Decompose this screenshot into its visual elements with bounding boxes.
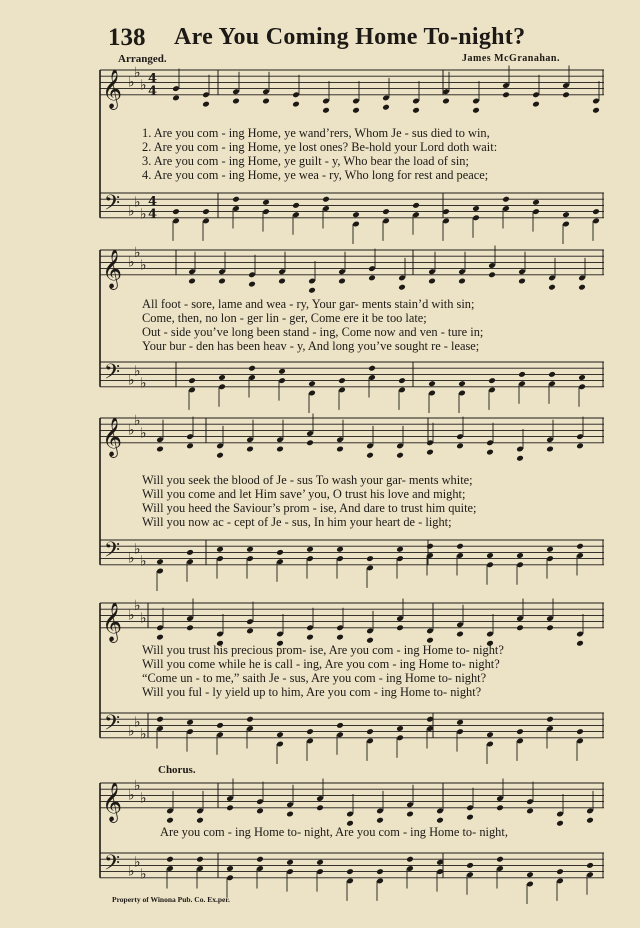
note-head (218, 374, 226, 381)
verse3-line3: Will you heed the Saviour’s prom - ise, And dare to trust him quite; (142, 501, 477, 515)
note-head (308, 380, 316, 387)
treble-clef-icon: 𝄞 (102, 781, 123, 822)
note-head (166, 856, 174, 863)
note-head (576, 543, 584, 550)
verse3-line4: “Come un - to me,” saith Je - sus, Are you com - ing Home to- night? (142, 671, 487, 685)
note-head (306, 728, 314, 735)
note-head (338, 377, 346, 384)
flat-sign-icon: ♭ (140, 425, 147, 442)
treble-clef-icon: 𝄞 (102, 416, 123, 457)
note-head (226, 804, 234, 811)
treble-clef-icon: 𝄞 (102, 248, 123, 289)
note-head (382, 104, 390, 111)
note-head (316, 804, 324, 811)
note-head (196, 856, 204, 863)
note-head (336, 446, 344, 453)
chorus-line: Are you com - ing Home to- night, Are you com - ing Home to- night, (160, 825, 508, 839)
copyright-footer: Property of Winona Pub. Co. Ex.per. (112, 895, 230, 904)
note-head (166, 817, 174, 824)
note-head (526, 871, 534, 878)
note-head (578, 374, 586, 381)
note-head (256, 808, 264, 815)
note-head (306, 439, 314, 446)
note-head (406, 811, 414, 818)
note-head (172, 95, 180, 102)
note-head (306, 546, 314, 553)
note-head (368, 365, 376, 372)
time-signature-top: 4 (148, 71, 158, 87)
verse2-line2: Come, then, no lon - ger lin - ger, Come ere it be too late; (142, 311, 427, 325)
note-head (518, 371, 526, 378)
verse2-line3: Will you come and let Him save’ you, O trust his love and might; (142, 487, 466, 501)
verse1-line3: Will you seek the blood of Je - sus To wash your gar- ments white; (142, 473, 473, 487)
note-head (502, 91, 510, 98)
flat-sign-icon: ♭ (140, 790, 147, 807)
note-head (466, 814, 474, 821)
note-head (406, 856, 414, 863)
note-head (352, 211, 360, 218)
note-head (292, 101, 300, 108)
note-head (516, 624, 524, 631)
note-head (546, 446, 554, 453)
note-head (486, 552, 494, 559)
note-head (286, 859, 294, 866)
note-head (276, 446, 284, 453)
note-head (172, 208, 180, 215)
verse4-line3: Will you now ac - cept of Je - sus, In him your heart de - light; (142, 515, 452, 529)
note-head (486, 731, 494, 738)
note-head (396, 624, 404, 631)
note-head (592, 107, 600, 114)
note-head (156, 716, 164, 723)
note-head (496, 856, 504, 863)
note-head (336, 634, 344, 641)
verse3-line1: 3. Are you com - ing Home, ye guilt - y, Who bear the load of sin; (142, 154, 469, 168)
flat-sign-icon: ♭ (134, 65, 141, 82)
flat-sign-icon: ♭ (128, 74, 135, 91)
note-head (458, 380, 466, 387)
note-head (188, 278, 196, 285)
flat-sign-icon: ♭ (134, 363, 141, 380)
note-head (316, 859, 324, 866)
flat-sign-icon: ♭ (128, 372, 135, 389)
note-head (322, 196, 330, 203)
note-head (488, 271, 496, 278)
note-head (546, 716, 554, 723)
flat-sign-icon: ♭ (140, 553, 147, 570)
note-head (366, 728, 374, 735)
note-head (396, 452, 404, 459)
note-head (308, 287, 316, 294)
note-head (246, 716, 254, 723)
flat-sign-icon: ♭ (134, 413, 141, 430)
note-head (202, 208, 210, 215)
bass-clef-icon: 𝄢 (104, 190, 121, 220)
note-head (496, 804, 504, 811)
note-head (186, 624, 194, 631)
bass-clef-icon: 𝄢 (104, 537, 121, 567)
note-head (382, 208, 390, 215)
note-head (458, 278, 466, 285)
verse1-line2: All foot - sore, lame and wea - ry, Your gar- ments stain’d with sin; (142, 297, 475, 311)
note-head (156, 634, 164, 641)
note-head (456, 543, 464, 550)
note-head (586, 817, 594, 824)
flat-sign-icon: ♭ (134, 598, 141, 615)
note-head (226, 865, 234, 872)
note-head (186, 719, 194, 726)
verse1-line4: Will you trust his precious prom- ise, Are you com - ing Home to- night? (142, 643, 504, 657)
note-head (346, 868, 354, 875)
note-head (292, 202, 300, 209)
hymn-title: Are You Coming Home To-night? (174, 24, 526, 50)
note-head (516, 552, 524, 559)
note-head (428, 380, 436, 387)
note-head (546, 624, 554, 631)
note-head (488, 377, 496, 384)
note-head (576, 443, 584, 450)
hymn-number: 138 (108, 24, 146, 51)
note-head (396, 725, 404, 732)
note-head (546, 546, 554, 553)
note-head (398, 377, 406, 384)
note-head (486, 449, 494, 456)
time-signature-bottom: 4 (148, 83, 158, 99)
note-head (338, 278, 346, 285)
composer-credit: James McGranahan. (462, 53, 560, 64)
note-head (592, 208, 600, 215)
note-head (336, 722, 344, 729)
note-head (262, 98, 270, 105)
verse4-line1: 4. Are you com - ing Home, ye wea - ry, Who long for rest and peace; (142, 168, 489, 182)
note-head (248, 281, 256, 288)
note-head (366, 452, 374, 459)
note-head (396, 546, 404, 553)
time-signature-bottom: 4 (148, 206, 158, 222)
note-head (562, 91, 570, 98)
note-head (216, 452, 224, 459)
verse1-line1: 1. Are you com - ing Home, ye wand’rers, Whom Je - sus died to win, (142, 126, 490, 140)
note-head (456, 719, 464, 726)
note-head (276, 549, 284, 556)
flat-sign-icon: ♭ (128, 723, 135, 740)
flat-sign-icon: ♭ (140, 77, 147, 94)
note-head (202, 101, 210, 108)
note-head (456, 443, 464, 450)
note-head (186, 443, 194, 450)
note-head (248, 365, 256, 372)
flat-sign-icon: ♭ (128, 422, 135, 439)
time-signature-top: 4 (148, 194, 158, 210)
verse4-line2: Your bur - den has been heav - y, And long you’ve sought re - lease; (142, 339, 480, 353)
flat-sign-icon: ♭ (140, 866, 147, 883)
note-head (562, 211, 570, 218)
note-head (246, 546, 254, 553)
flat-sign-icon: ♭ (134, 854, 141, 871)
note-head (246, 446, 254, 453)
bass-clef-icon: 𝄢 (104, 850, 121, 880)
flat-sign-icon: ♭ (134, 194, 141, 211)
note-head (466, 862, 474, 869)
note-head (196, 817, 204, 824)
note-head (368, 275, 376, 282)
note-head (246, 628, 254, 635)
flat-sign-icon: ♭ (128, 550, 135, 567)
note-head (412, 107, 420, 114)
note-head (518, 278, 526, 285)
note-head (286, 811, 294, 818)
verse2-line4: Will you come while he is call - ing, Are you com - ing Home to- night? (142, 657, 500, 671)
note-head (516, 455, 524, 462)
note-head (306, 634, 314, 641)
treble-clef-icon: 𝄞 (102, 68, 123, 109)
flat-sign-icon: ♭ (128, 787, 135, 804)
flat-sign-icon: ♭ (134, 541, 141, 558)
note-head (156, 558, 164, 565)
flat-sign-icon: ♭ (140, 726, 147, 743)
flat-sign-icon: ♭ (140, 257, 147, 274)
treble-clef-icon: 𝄞 (102, 601, 123, 642)
note-head (262, 199, 270, 206)
note-head (548, 284, 556, 291)
flat-sign-icon: ♭ (128, 203, 135, 220)
chorus-label: Chorus. (158, 764, 196, 776)
bass-clef-icon: 𝄢 (104, 359, 121, 389)
note-head (256, 856, 264, 863)
note-head (366, 555, 374, 562)
note-head (442, 98, 450, 105)
note-head (232, 98, 240, 105)
note-head (548, 371, 556, 378)
note-head (576, 728, 584, 735)
note-head (186, 549, 194, 556)
note-head (556, 868, 564, 875)
note-head (376, 817, 384, 824)
verse3-line2: Out - side you’ve long been stand - ing, Come now and ven - ture in; (142, 325, 484, 339)
note-head (456, 631, 464, 638)
note-head (516, 728, 524, 735)
note-head (232, 196, 240, 203)
note-head (532, 101, 540, 108)
note-head (216, 546, 224, 553)
arranger-credit: Arranged. (118, 53, 167, 65)
note-head (188, 377, 196, 384)
note-head (218, 278, 226, 285)
flat-sign-icon: ♭ (128, 254, 135, 271)
note-head (276, 731, 284, 738)
note-head (578, 284, 586, 291)
note-head (502, 196, 510, 203)
flat-sign-icon: ♭ (134, 714, 141, 731)
note-head (428, 278, 436, 285)
flat-sign-icon: ♭ (128, 863, 135, 880)
flat-sign-icon: ♭ (140, 375, 147, 392)
note-head (436, 817, 444, 824)
note-head (586, 862, 594, 869)
note-head (426, 449, 434, 456)
note-head (376, 868, 384, 875)
note-head (472, 107, 480, 114)
note-head (472, 205, 480, 212)
note-head (336, 546, 344, 553)
verse2-line1: 2. Are you com - ing Home, ye lost ones? Be-hold your Lord doth wait: (142, 140, 498, 154)
flat-sign-icon: ♭ (128, 607, 135, 624)
flat-sign-icon: ♭ (134, 778, 141, 795)
bass-clef-icon: 𝄢 (104, 710, 121, 740)
verse4-line4: Will you ful - ly yield up to him, Are you com - ing Home to- night? (142, 685, 482, 699)
note-head (156, 446, 164, 453)
note-head (532, 199, 540, 206)
note-head (526, 808, 534, 815)
note-head (216, 722, 224, 729)
note-head (278, 278, 286, 285)
flat-sign-icon: ♭ (140, 206, 147, 223)
flat-sign-icon: ♭ (140, 610, 147, 627)
note-head (352, 107, 360, 114)
note-head (412, 202, 420, 209)
note-head (322, 107, 330, 114)
flat-sign-icon: ♭ (134, 245, 141, 262)
note-head (398, 284, 406, 291)
note-head (426, 543, 434, 550)
note-head (278, 368, 286, 375)
